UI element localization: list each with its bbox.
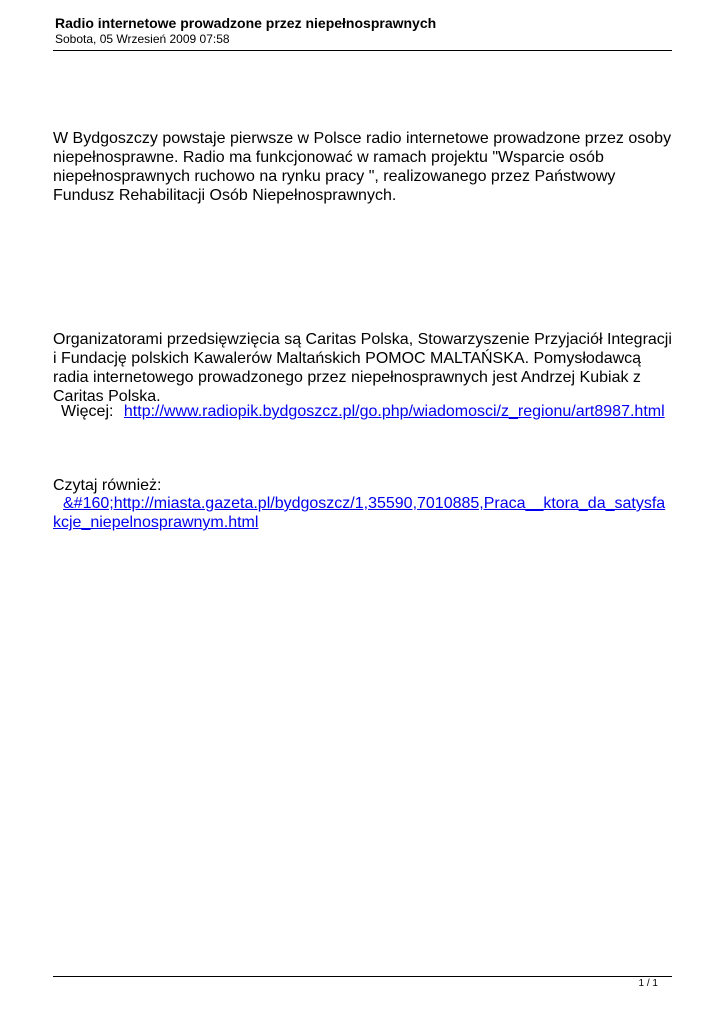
page-title: Radio internetowe prowadzone przez niepełnosprawnych	[55, 15, 437, 31]
read-also-label: Czytaj również:	[53, 477, 162, 494]
more-link[interactable]: http://www.radiopik.bydgoszcz.pl/go.php/wiadomosci/z_regionu/art8987.html	[123, 403, 665, 420]
article-paragraph-1: W Bydgoszczy powstaje pierwsze w Polsce radio internetowe prowadzone przez osoby niepełnosprawne. Radio ma funkcjonować w ramach projektu "Wsparcie osób niepełnosprawnych ruchowo na rynku pracy ", realizowanego przez Państwowy Fundusz Rehabilitacji Osób Niepełnosprawnych.	[53, 130, 672, 204]
read-also-link[interactable]: &#160;http://miasta.gazeta.pl/bydgoszcz/1,35590,7010885,Praca__ktora_da_satysfakcje_niepelnosprawnym.html	[53, 495, 666, 531]
footer-divider	[53, 976, 672, 977]
publish-date: Sobota, 05 Wrzesień 2009 07:58	[55, 32, 230, 46]
more-label: Więcej:	[61, 403, 114, 420]
page-number: 1 / 1	[638, 978, 658, 989]
header-divider	[53, 50, 672, 51]
more-info-row	[61, 402, 665, 421]
read-also-link-container	[53, 494, 669, 532]
article-paragraph-2: Organizatorami przedsięwzięcia są Caritas Polska, Stowarzyszenie Przyjaciół Integracji i Fundację polskich Kawalerów Maltańskich POMOC MALTAŃSKA. Pomysłodawcą radia internetowego prowadzonego przez niepełnosprawnych jest Andrzej Kubiak z Caritas Polska.	[53, 331, 672, 405]
